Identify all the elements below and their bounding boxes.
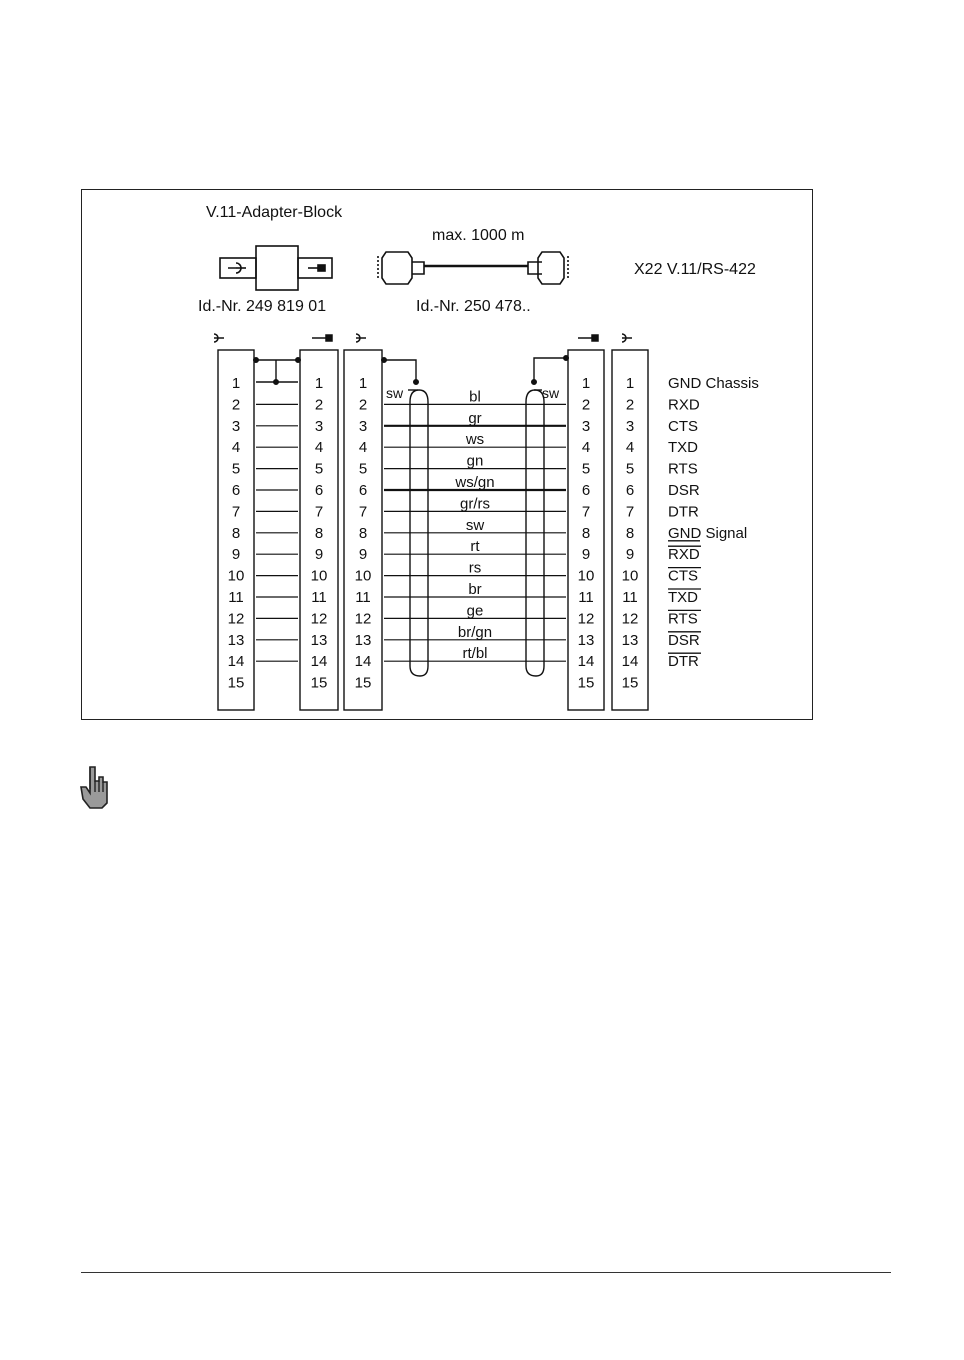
signal-label: RTS <box>668 610 698 628</box>
pin-number: 5 <box>358 460 368 478</box>
female-connector-icon <box>214 334 224 342</box>
signal-label: GND Signal <box>668 524 748 542</box>
pin-number: 2 <box>625 396 635 414</box>
pin-number: 11 <box>355 589 371 606</box>
wire-color-label: ws <box>465 431 485 449</box>
pin-number: 11 <box>311 589 327 606</box>
pin-number: 10 <box>354 567 372 585</box>
pin-number: 12 <box>227 610 245 628</box>
signal-label: DSR <box>668 482 700 499</box>
pin-number: 9 <box>231 546 241 564</box>
pin-number: 6 <box>314 482 324 499</box>
pin-number: 8 <box>358 524 368 542</box>
wire-color-label: gn <box>466 452 484 470</box>
pin-number: 7 <box>358 503 368 521</box>
pin-number: 13 <box>577 631 595 649</box>
pin-number: 15 <box>310 674 328 692</box>
pin-number: 4 <box>581 439 591 457</box>
pin-number: 7 <box>231 503 241 521</box>
pin-number: 15 <box>577 674 595 692</box>
pin-number: 11 <box>578 589 594 606</box>
pin-number: 11 <box>228 589 244 606</box>
cable-drawing <box>378 252 568 284</box>
connector-symbols <box>214 334 632 342</box>
signal-label: TXD <box>668 589 698 606</box>
pin-number: 5 <box>314 460 324 478</box>
pin-number: 8 <box>625 524 635 542</box>
signal-label: TXD <box>668 439 698 457</box>
pin-number: 10 <box>577 567 595 585</box>
pin-number: 13 <box>227 631 245 649</box>
pin-number: 15 <box>354 674 372 692</box>
pin-number: 10 <box>227 567 245 585</box>
pin-number: 12 <box>577 610 595 628</box>
pin-number: 14 <box>621 653 639 671</box>
adapter-block-drawing <box>220 246 332 290</box>
pin-number: 9 <box>358 546 368 564</box>
pin-number: 15 <box>227 674 245 692</box>
pin-number: 2 <box>231 396 241 414</box>
wire-color-label: rt/bl <box>462 645 488 663</box>
wire-color-label: sw <box>465 516 485 534</box>
wire-color-label: gr/rs <box>460 495 490 513</box>
wire-color-label: ws/gn <box>455 474 495 491</box>
signal-label: RXD <box>668 396 700 414</box>
pin-number: 7 <box>581 503 591 521</box>
wire-color-label: gr <box>468 409 482 427</box>
signal-label: GND Chassis <box>668 375 759 392</box>
pin-number: 15 <box>621 674 639 692</box>
wire-color-label: br <box>468 581 482 598</box>
pin-number: 5 <box>625 460 635 478</box>
pin-number: 10 <box>310 567 328 585</box>
pin-number: 3 <box>625 417 635 435</box>
cable-length-label: max. 1000 m <box>432 227 525 244</box>
pin-number: 9 <box>314 546 324 564</box>
footer-rule <box>81 1272 891 1273</box>
pin-number: 2 <box>358 396 368 414</box>
signal-label: DTR <box>668 503 699 521</box>
pin-number: 14 <box>227 653 245 671</box>
wire-color-label: rt <box>470 538 480 556</box>
pin-number: 9 <box>625 546 635 564</box>
wiring-diagram <box>82 190 814 721</box>
pin-number: 2 <box>581 396 591 414</box>
wire-color-label: rs <box>468 559 482 577</box>
wire-color-label: bl <box>469 388 481 406</box>
pin-number: 5 <box>231 460 241 478</box>
pin-number: 3 <box>231 417 241 435</box>
adapter-title: V.11-Adapter-Block <box>206 204 343 221</box>
pin-number: 9 <box>581 546 591 564</box>
cable-id: Id.-Nr. 250 478.. <box>416 298 531 315</box>
female-connector-icon <box>622 334 632 342</box>
female-connector-icon <box>356 334 366 342</box>
pin-number: 2 <box>314 396 324 414</box>
shield-connections <box>254 356 569 676</box>
pin-number: 5 <box>581 460 591 478</box>
pin-number: 8 <box>581 524 591 542</box>
interface-label: X22 V.11/RS-422 <box>634 261 756 278</box>
pin-number: 13 <box>354 631 372 649</box>
pin-number: 14 <box>310 653 328 671</box>
signal-label: DTR <box>668 653 699 671</box>
shield-label-right: sw <box>542 385 560 401</box>
pin-number: 6 <box>358 482 368 499</box>
pin-number: 6 <box>581 482 591 499</box>
pin-number: 1 <box>625 375 635 392</box>
pin-number: 3 <box>581 417 591 435</box>
pin-number: 12 <box>354 610 372 628</box>
wire-color-label: br/gn <box>457 623 493 641</box>
pin-number: 12 <box>621 610 639 628</box>
pin-number: 7 <box>625 503 635 521</box>
signal-label: CTS <box>668 567 698 585</box>
pin-number: 1 <box>358 375 368 392</box>
pin-number: 14 <box>354 653 372 671</box>
wire-color-label: ge <box>466 602 484 620</box>
pin-number: 1 <box>231 375 241 392</box>
pin-number: 6 <box>625 482 635 499</box>
pin-number: 3 <box>314 417 324 435</box>
pin-number: 4 <box>314 439 324 457</box>
pin-number: 8 <box>314 524 324 542</box>
pin-number: 6 <box>231 482 241 499</box>
adapter-id: Id.-Nr. 249 819 01 <box>198 298 327 315</box>
signal-label: CTS <box>668 417 698 435</box>
pin-number: 13 <box>621 631 639 649</box>
signal-label: RXD <box>668 546 700 564</box>
pin-number: 3 <box>358 417 368 435</box>
pin-number: 1 <box>314 375 324 392</box>
wiring-diagram-frame <box>81 189 813 720</box>
pin-number: 7 <box>314 503 324 521</box>
pin-number: 13 <box>310 631 328 649</box>
pin-number: 8 <box>231 524 241 542</box>
signal-label: RTS <box>668 460 698 478</box>
pin-number: 1 <box>581 375 591 392</box>
pin-number: 11 <box>622 589 638 606</box>
pin-number: 4 <box>231 439 241 457</box>
pin-number: 4 <box>625 439 635 457</box>
pin-number: 4 <box>358 439 368 457</box>
pin-number: 10 <box>621 567 639 585</box>
pointing-hand-icon <box>78 765 112 809</box>
shield-label-left: sw <box>386 385 404 401</box>
pin-number: 12 <box>310 610 328 628</box>
pin-number: 14 <box>577 653 595 671</box>
signal-label: DSR <box>668 631 700 649</box>
